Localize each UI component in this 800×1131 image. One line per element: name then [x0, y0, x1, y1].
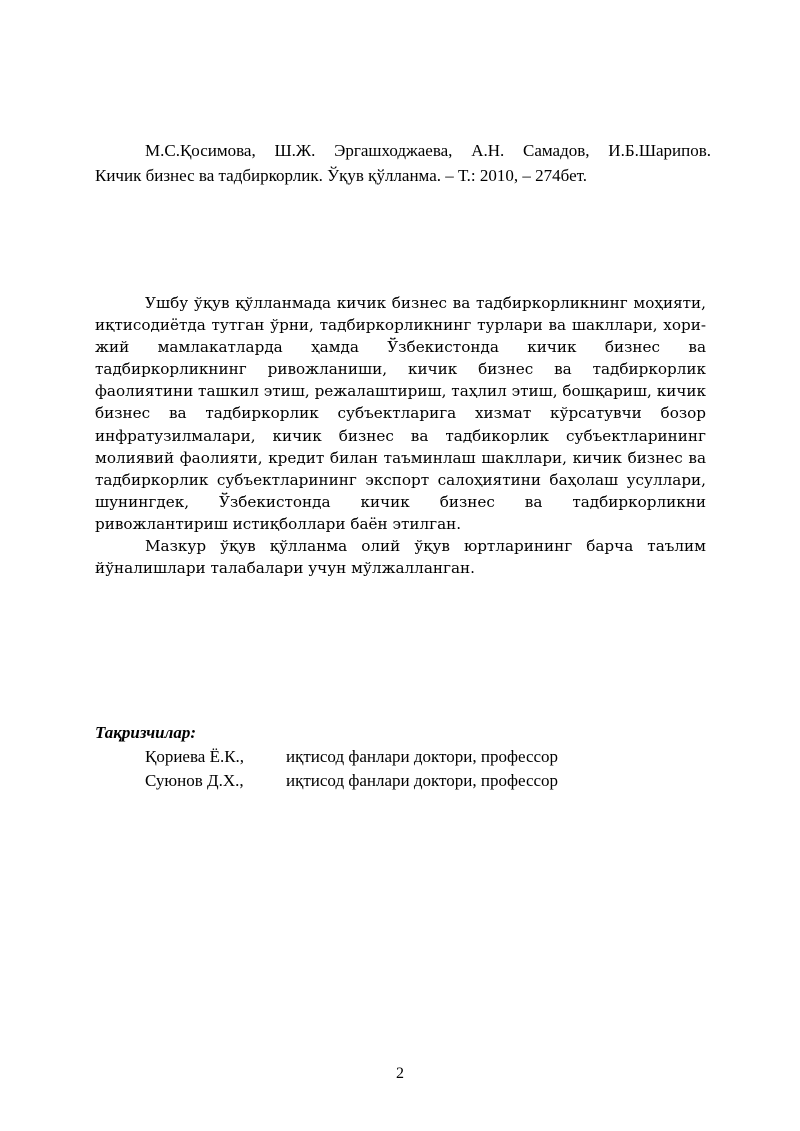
- bibliographic-citation: [95, 138, 711, 188]
- reviewer-name: Қориева Ё.К.,: [145, 747, 245, 766]
- reviewer-row: [95, 769, 715, 793]
- reviewer-title: иқтисод фанлари доктори, профессор: [286, 771, 559, 790]
- abstract-paragraph: Мазкур ўқув қўлланма олий ўқув юртларининг барча таълим йўналишлари талабалари учун мўлжалланган.: [95, 537, 706, 578]
- reviewers-section: [95, 721, 715, 793]
- page-number: 2: [396, 1065, 404, 1082]
- reviewer-name: Суюнов Д.Х.,: [145, 771, 244, 790]
- abstract-paragraph: Ушбу ўқув қўлланмада кичик бизнес ва тадбиркорликнинг моҳияти, иқтисодиётда тутган ўрни, тадбиркорликнинг турлари ва шакллари, хори-жий мамлакатларда ҳамда Ўзбекистонда кичик бизнес ва тадбиркорликнинг ривожланиши, кичик бизнес ва тадбиркорлик фаолиятини ташкил этиш, режалаштириш, таҳлил этиш, бошқариш, кичик бизнес ва тадбиркорлик субъектларига хизмат кўрсатувчи бозор инфратузилмалари, кичик бизнес ва тадбикорлик субъектларининг молиявий фаолияти, кредит билан таъминлаш шакллари, кичик бизнес ва тадбиркорлик субъектларининг экспорт салоҳиятини баҳолаш усуллари, шунингдек, Ўзбекистонда кичик бизнес ва тадбиркорликни ривожлантириш истиқболлари баён этилган.: [95, 294, 706, 533]
- citation-authors: М.С.Қосимова, Ш.Ж. Эргашходжаева, А.Н. Самадов, И.Б.Шарипов.: [145, 141, 711, 160]
- citation-title: Кичик бизнес ва тадбиркорлик. Ўқув қўлланма. – Т.: 2010, – 274бет.: [95, 166, 588, 185]
- abstract: [95, 292, 706, 579]
- reviewers-heading: Тақризчилар:: [95, 723, 197, 742]
- reviewer-row: [95, 745, 715, 769]
- reviewer-title: иқтисод фанлари доктори, профессор: [286, 747, 559, 766]
